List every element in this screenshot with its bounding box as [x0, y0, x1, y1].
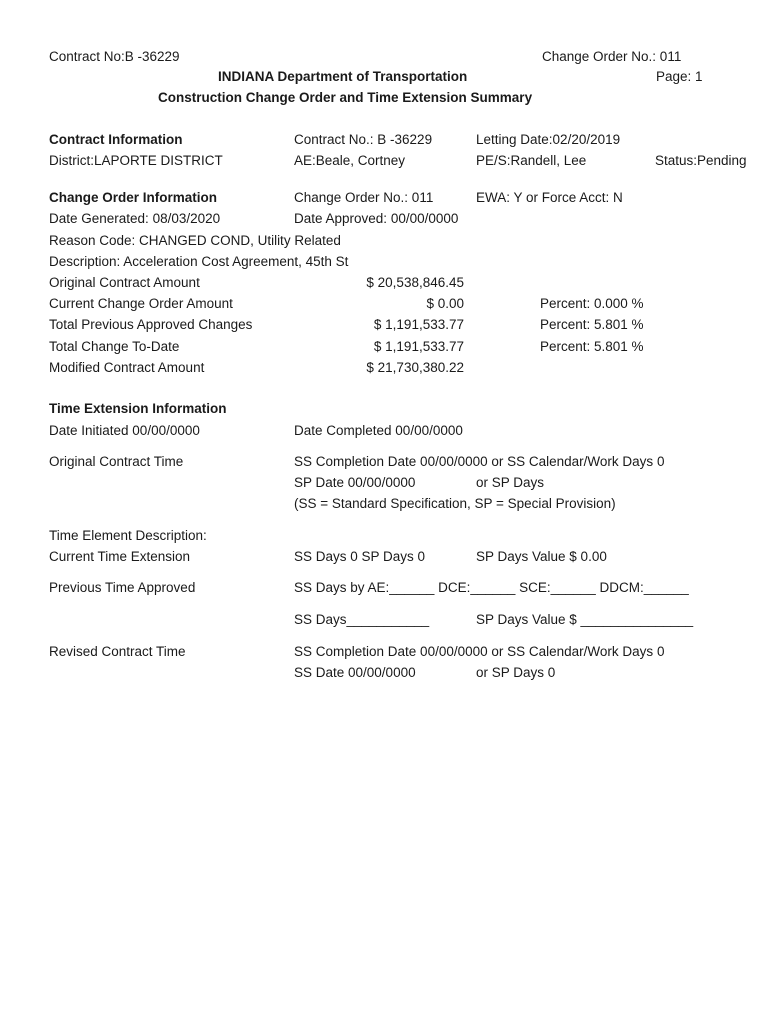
amount-label: Total Change To-Date — [49, 339, 180, 354]
current-ss-sp-days: SS Days 0 SP Days 0 — [294, 549, 426, 564]
reason-code: Reason Code: CHANGED COND, Utility Related — [49, 233, 341, 248]
change-order-info-heading: Change Order Information — [49, 190, 218, 205]
amount-label: Original Contract Amount — [49, 275, 200, 290]
previous-time-approved-label: Previous Time Approved — [49, 580, 196, 595]
header-contract-no: Contract No:B -36229 — [49, 49, 180, 64]
amount-value: $ 20,538,846.45 — [366, 275, 464, 290]
date-completed: Date Completed 00/00/0000 — [294, 423, 463, 438]
original-completion-line: SS Completion Date 00/00/0000 or SS Calendar/Work Days 0 — [294, 454, 665, 469]
amount-value: $ 0.00 — [426, 296, 464, 311]
amount-label: Current Change Order Amount — [49, 296, 233, 311]
amount-value: $ 1,191,533.77 — [373, 317, 464, 332]
amount-percent: Percent: 5.801 % — [540, 317, 644, 332]
current-sp-days-value: SP Days Value $ 0.00 — [476, 549, 607, 564]
amount-percent: Percent: 5.801 % — [540, 339, 644, 354]
original-sp-date: SP Date 00/00/0000 — [294, 475, 416, 490]
previous-ss-days: SS Days___________ — [294, 612, 430, 627]
letting-date: Letting Date:02/20/2019 — [476, 132, 621, 147]
previous-sp-days-value: SP Days Value $ _______________ — [476, 612, 694, 627]
original-sp-days: or SP Days — [476, 475, 545, 490]
revised-sp-days: or SP Days 0 — [476, 665, 556, 680]
revised-contract-time-label: Revised Contract Time — [49, 644, 186, 659]
previous-approvals-line: SS Days by AE:______ DCE:______ SCE:______ DDCM:______ — [294, 580, 689, 595]
date-generated: Date Generated: 08/03/2020 — [49, 211, 221, 226]
amount-label: Modified Contract Amount — [49, 360, 205, 375]
original-contract-time-label: Original Contract Time — [49, 454, 184, 469]
amount-value: $ 21,730,380.22 — [366, 360, 464, 375]
contract-info-heading: Contract Information — [49, 132, 183, 147]
page-title: Construction Change Order and Time Extension Summary — [158, 90, 533, 105]
amount-percent: Percent: 0.000 % — [540, 296, 644, 311]
header-change-order-no: Change Order No.: 011 — [542, 49, 682, 64]
description: Description: Acceleration Cost Agreement, 45th St — [49, 254, 349, 269]
ss-sp-legend: (SS = Standard Specification, SP = Special Provision) — [294, 496, 616, 511]
project-engineer: PE/S:Randell, Lee — [476, 153, 587, 168]
time-element-label: Time Element Description: — [49, 528, 207, 543]
contract-number: Contract No.: B -36229 — [294, 132, 433, 147]
amount-value: $ 1,191,533.77 — [373, 339, 464, 354]
amount-label: Total Previous Approved Changes — [49, 317, 253, 332]
time-extension-heading: Time Extension Information — [49, 401, 227, 416]
revised-ss-date: SS Date 00/00/0000 — [294, 665, 416, 680]
page-number: Page: 1 — [656, 69, 703, 84]
current-time-extension-label: Current Time Extension — [49, 549, 191, 564]
revised-completion-line: SS Completion Date 00/00/0000 or SS Calendar/Work Days 0 — [294, 644, 665, 659]
agency-name: INDIANA Department of Transportation — [218, 69, 468, 84]
status: Status:Pending — [655, 153, 747, 168]
date-approved: Date Approved: 00/00/0000 — [294, 211, 459, 226]
ewa-force-account: EWA: Y or Force Acct: N — [476, 190, 623, 205]
change-order-number: Change Order No.: 011 — [294, 190, 434, 205]
area-engineer: AE:Beale, Cortney — [294, 153, 406, 168]
date-initiated: Date Initiated 00/00/0000 — [49, 423, 200, 438]
district: District:LAPORTE DISTRICT — [49, 153, 223, 168]
